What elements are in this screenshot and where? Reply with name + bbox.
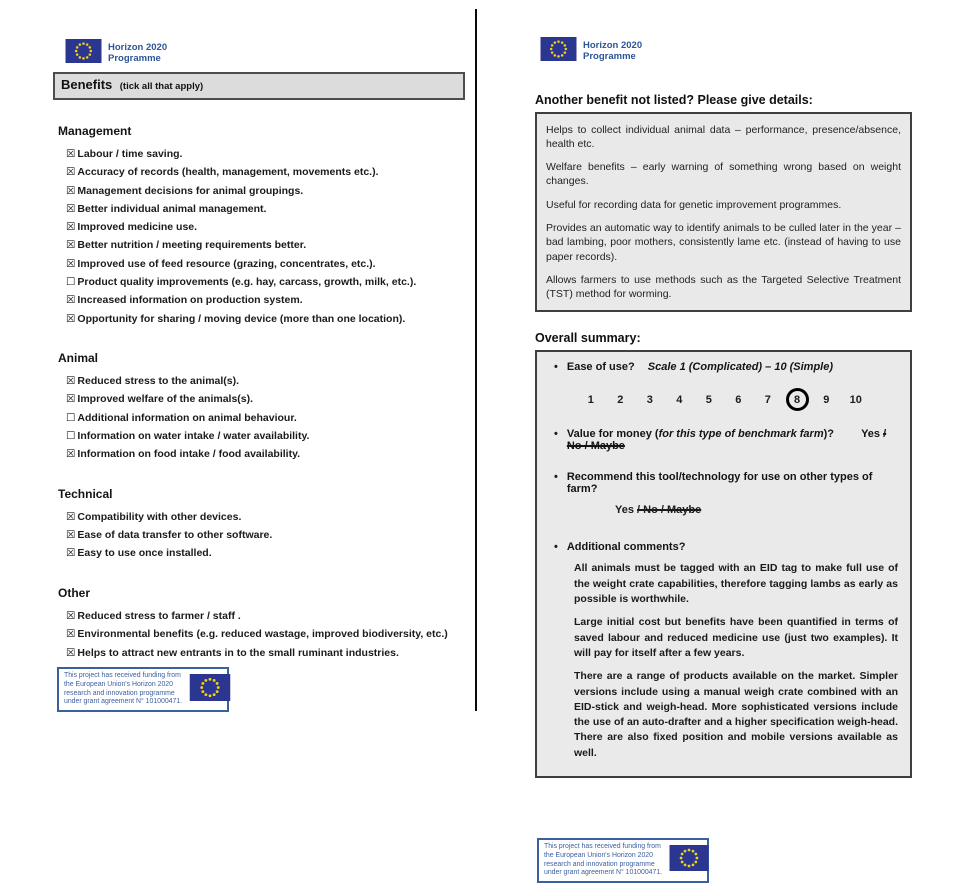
- funding-footer-line: research and innovation programme: [544, 860, 655, 868]
- section-title: Technical: [58, 486, 113, 501]
- section-title: Animal: [58, 351, 99, 366]
- checkbox-item[interactable]: [66, 413, 465, 425]
- checkbox-label: Reduced stress to the animal(s).: [77, 375, 240, 388]
- checkbox-label: Opportunity for sharing / moving device (more than one location).: [77, 312, 406, 325]
- section-other: [53, 586, 465, 659]
- value-question: [567, 428, 898, 452]
- details-heading: Another benefit not listed? Please give details:: [535, 93, 813, 107]
- horizon-logo-text: [583, 40, 642, 62]
- checkbox-label: Easy to use once installed.: [77, 547, 212, 560]
- scale-option[interactable]: 2: [617, 393, 624, 406]
- horizon-logo: [65, 40, 465, 66]
- checkbox-label: Product quality improvements (e.g. hay, carcass, growth, milk, etc.).: [77, 276, 417, 289]
- scale-row: [576, 386, 898, 413]
- checkbox-checked-icon[interactable]: ☒: [66, 510, 76, 523]
- checkbox-item[interactable]: [66, 512, 465, 524]
- checkbox-label: Additional information on animal behaviour.: [77, 411, 297, 424]
- benefits-note: (tick all that apply): [119, 81, 204, 92]
- eu-flag-svg: [540, 37, 577, 61]
- benefit-sections: [53, 124, 465, 659]
- checkbox-item[interactable]: [66, 186, 465, 198]
- benefits-header-bar: [53, 72, 465, 100]
- scale-option[interactable]: 7: [764, 393, 771, 406]
- bullet-icon: •: [554, 541, 558, 554]
- scale-option[interactable]: 3: [646, 393, 653, 406]
- checkbox-item[interactable]: [66, 167, 465, 179]
- checkbox-label: Labour / time saving.: [77, 148, 183, 160]
- checkbox-item[interactable]: [66, 295, 465, 307]
- value-question-prefix: Value for money (: [566, 428, 659, 441]
- bullet-icon: •: [554, 471, 558, 484]
- comments-paragraphs[interactable]: [574, 561, 898, 761]
- checkbox-checked-icon[interactable]: ☒: [66, 166, 76, 179]
- details-paragraph: Useful for recording data for genetic improvement programmes.: [546, 198, 842, 211]
- funding-footer-line: the European Union's Horizon 2020: [544, 851, 653, 859]
- checkbox-item[interactable]: [66, 394, 465, 406]
- funding-footer-line: This project has received funding from: [544, 843, 661, 851]
- logo-line1: Horizon 2020: [583, 39, 643, 51]
- details-paragraph: Helps to collect individual animal data – performance, presence/absence, health etc.: [546, 123, 901, 150]
- checkbox-item[interactable]: [66, 204, 465, 216]
- checkbox-checked-icon[interactable]: ☒: [66, 628, 76, 641]
- checkbox-checked-icon[interactable]: ☒: [66, 202, 76, 215]
- checkbox-item[interactable]: [66, 149, 465, 161]
- scale-option[interactable]: 1: [587, 393, 594, 406]
- comments-row: [547, 541, 898, 553]
- value-question-italic: for this type of benchmark farm: [658, 428, 824, 441]
- checkbox-label: Environmental benefits (e.g. reduced wastage, improved biodiversity, etc.): [77, 628, 448, 641]
- section-title: Other: [58, 585, 91, 600]
- checkbox-label: Compatibility with other devices.: [77, 510, 242, 523]
- checkbox-list: [53, 376, 465, 461]
- checkbox-label: Reduced stress to farmer / staff .: [77, 609, 241, 622]
- checkbox-checked-icon[interactable]: ☒: [66, 646, 76, 659]
- checkbox-label: Improved welfare of the animals(s).: [77, 393, 254, 406]
- checkbox-unchecked-icon[interactable]: ☐: [66, 276, 76, 289]
- section-technical: [53, 487, 465, 560]
- checkbox-item[interactable]: [66, 530, 465, 542]
- eu-flag-svg: [669, 845, 709, 871]
- comments-question: Additional comments?: [566, 541, 686, 554]
- funding-footer-line: This project has received funding from: [64, 672, 181, 680]
- funding-footer-text: [64, 672, 182, 707]
- eu-flag-icon: [189, 674, 231, 706]
- scale-option[interactable]: 6: [735, 393, 742, 406]
- logo-line2: Programme: [108, 53, 161, 64]
- eu-flag-icon: [540, 37, 577, 66]
- details-paragraph: Provides an automatic way to identify animals to be culled later in the year – bad lambing, poor mothers, consistently lame etc. (instead of having to use paper records).: [546, 221, 901, 263]
- checkbox-item[interactable]: [66, 548, 465, 560]
- checkbox-item[interactable]: [66, 611, 465, 623]
- checkbox-item[interactable]: [66, 648, 465, 660]
- bullet-icon: •: [554, 428, 558, 441]
- checkbox-label: Information on food intake / food availability.: [77, 448, 301, 461]
- funding-footer-line: the European Union's Horizon 2020: [64, 680, 173, 688]
- section-animal: [53, 351, 465, 461]
- checkbox-checked-icon[interactable]: ☒: [66, 221, 76, 234]
- checkbox-item[interactable]: [66, 314, 465, 326]
- checkbox-list: [53, 611, 465, 659]
- value-for-money-row: [547, 428, 898, 452]
- checkbox-checked-icon[interactable]: ☒: [66, 393, 76, 406]
- checkbox-item[interactable]: [66, 449, 465, 461]
- checkbox-unchecked-icon[interactable]: ☐: [66, 411, 76, 424]
- value-answer-yes[interactable]: Yes: [861, 428, 881, 441]
- logo-line1: Horizon 2020: [108, 41, 168, 53]
- checkbox-checked-icon[interactable]: ☒: [66, 294, 76, 307]
- eu-flag-svg: [65, 39, 102, 63]
- checkbox-label: Accuracy of records (health, management, movements etc.).: [77, 166, 379, 179]
- page-divider: [475, 9, 477, 711]
- scale-option[interactable]: 5: [705, 393, 712, 406]
- logo-line2: Programme: [583, 51, 636, 62]
- recommend-question: Recommend this tool/technology for use on other types of farm?: [566, 471, 873, 496]
- funding-footer-text: [544, 843, 662, 878]
- checkbox-label: Management decisions for animal groupings.: [77, 184, 304, 197]
- checkbox-unchecked-icon[interactable]: ☐: [66, 430, 76, 443]
- checkbox-label: Better individual animal management.: [77, 202, 267, 215]
- checkbox-label: Information on water intake / water availability.: [77, 430, 310, 443]
- comment-paragraph: All animals must be tagged with an EID tag to make full use of the weight crate capabilities, therefore tagging lambs as early as possible is worthwhile.: [574, 562, 898, 606]
- recommend-answer-struck[interactable]: / No / Maybe: [637, 504, 702, 517]
- bullet-icon: •: [554, 361, 558, 374]
- ease-question: [567, 361, 833, 373]
- section-management: [53, 124, 465, 325]
- checkbox-item[interactable]: [66, 431, 465, 443]
- page-summary: [535, 0, 912, 883]
- checkbox-item[interactable]: [66, 240, 465, 252]
- page-benefits: [53, 0, 465, 712]
- funding-footer: [537, 838, 709, 883]
- checkbox-item[interactable]: [66, 629, 465, 641]
- value-question-suffix: )?: [823, 428, 834, 441]
- checkbox-list: [53, 512, 465, 560]
- scale-option[interactable]: 10: [849, 393, 862, 406]
- funding-footer-line: under grant agreement N° 101000471.: [64, 698, 183, 706]
- eu-flag-icon: [669, 845, 709, 876]
- recommend-answer[interactable]: [615, 504, 898, 516]
- ease-scale-note: Scale 1 (Complicated) – 10 (Simple): [647, 361, 834, 374]
- scale-option-selected[interactable]: 8: [786, 388, 809, 411]
- checkbox-checked-icon[interactable]: ☒: [66, 148, 76, 160]
- eu-flag-svg: [189, 674, 231, 701]
- checkbox-list: [53, 149, 465, 325]
- summary-box: [535, 350, 912, 778]
- details-paragraph: Welfare benefits – early warning of something wrong based on weight changes.: [546, 161, 901, 188]
- checkbox-label: Ease of data transfer to other software.: [77, 529, 273, 542]
- funding-footer: [57, 667, 229, 712]
- benefits-title: Benefits: [61, 77, 113, 92]
- funding-footer-line: under grant agreement N° 101000471.: [544, 869, 663, 877]
- recommend-answer-yes[interactable]: Yes: [615, 504, 634, 517]
- checkbox-item[interactable]: [66, 277, 465, 289]
- checkbox-label: Improved medicine use.: [77, 221, 198, 234]
- checkbox-checked-icon[interactable]: ☒: [66, 184, 76, 197]
- scale-option[interactable]: 4: [676, 393, 683, 406]
- comment-paragraph: There are a range of products available on the market. Simpler versions include using a manual weigh crate combined with an EID-stick and weigh-head. More sophisticated versions include the use of an auto-drafter and a higher specification weigh-head. There are also fixed position and mobile versions available as well.: [574, 670, 898, 759]
- checkbox-label: Better nutrition / meeting requirements better.: [77, 239, 307, 252]
- checkbox-item[interactable]: [66, 376, 465, 388]
- checkbox-checked-icon[interactable]: ☒: [66, 312, 76, 325]
- checkbox-checked-icon[interactable]: ☒: [66, 239, 76, 252]
- ease-of-use-row: [547, 361, 898, 373]
- checkbox-label: Helps to attract new entrants in to the small ruminant industries.: [77, 646, 399, 659]
- checkbox-checked-icon[interactable]: ☒: [66, 448, 76, 461]
- ease-question-label: Ease of use?: [566, 361, 635, 374]
- checkbox-checked-icon[interactable]: ☒: [66, 529, 76, 542]
- checkbox-checked-icon[interactable]: ☒: [66, 375, 76, 388]
- summary-heading: Overall summary:: [535, 331, 641, 346]
- checkbox-item[interactable]: [66, 222, 465, 234]
- checkbox-checked-icon[interactable]: ☒: [66, 257, 76, 270]
- checkbox-checked-icon[interactable]: ☒: [66, 609, 76, 622]
- checkbox-label: Increased information on production system.: [77, 294, 303, 307]
- value-answer-struck[interactable]: / No / Maybe: [566, 428, 887, 453]
- section-title: Management: [58, 124, 132, 138]
- horizon-logo-text: [108, 42, 167, 64]
- details-box[interactable]: [535, 112, 912, 312]
- details-paragraph: Allows farmers to use methods such as the Targeted Selective Treatment (TST) method for worming.: [546, 273, 901, 301]
- checkbox-item[interactable]: [66, 259, 465, 271]
- recommend-row: [547, 471, 898, 495]
- scale-option[interactable]: 9: [823, 393, 830, 406]
- checkbox-label: Improved use of feed resource (grazing, concentrates, etc.).: [77, 257, 376, 270]
- comment-paragraph: Large initial cost but benefits have been quantified in terms of saved labour and reduced medicine use (just two examples). It will pay for itself after a few years.: [574, 616, 898, 659]
- eu-flag-icon: [65, 39, 102, 68]
- checkbox-checked-icon[interactable]: ☒: [66, 547, 76, 560]
- horizon-logo: [540, 38, 912, 64]
- funding-footer-line: research and innovation programme: [64, 689, 175, 697]
